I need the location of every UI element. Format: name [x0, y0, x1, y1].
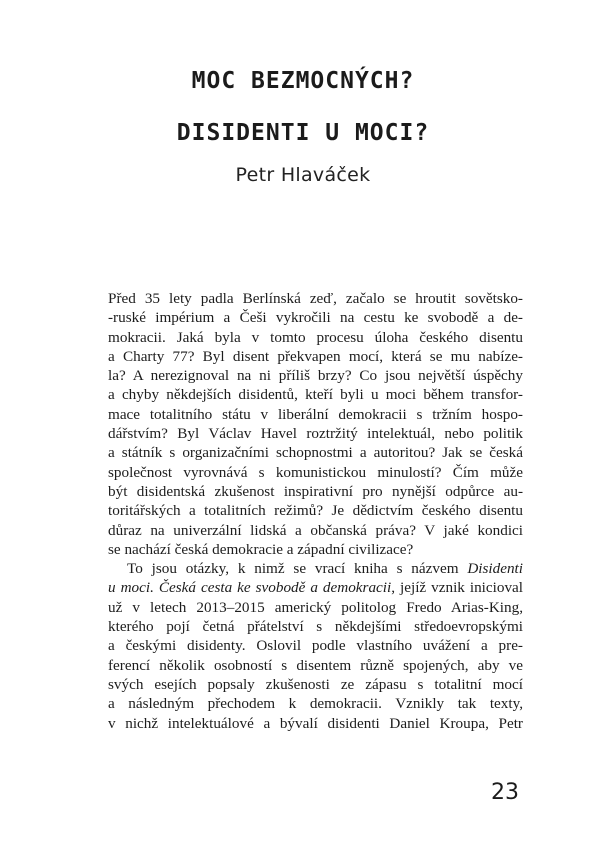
book-title-italic: u moci. Česká cesta ke svobodě a demokracii	[108, 579, 392, 597]
text-line: společnost vyrovnává s komunistickou minulostí? Čím může	[108, 463, 523, 481]
text-line: v nichž intelektuálové a bývalí disidenti Daniel Kroupa, Petr	[108, 714, 523, 732]
text-line: Před 35 lety padla Berlínská zeď, začalo se hroutit sovětsko-	[108, 290, 523, 307]
text-line: důraz na univerzální lidská a občanská práva? V jaké kondici	[108, 521, 523, 539]
text-line: la? A nerezignoval na ni příliš brzy? Co jsou největší úspěchy	[108, 367, 523, 385]
text-line: To jsou otázky, k nimž se vrací kniha s názvem Disidenti	[127, 560, 523, 578]
text-line: svých esejích popsaly zkušenosti ze zápasu s totalitní mocí	[108, 675, 523, 693]
book-title-italic: Disidenti	[467, 560, 523, 578]
title-line-2: DISIDENTI U MOCI?	[176, 120, 430, 146]
text-line: toritářských a totalitních režimů? Je dědictvím českého disentu	[108, 502, 523, 520]
text-line: mace totalitního státu v liberální demokracii s tržním hospo-	[108, 405, 523, 423]
text-line: ferencí několik osobností s disentem různě spojených, aby ve	[108, 656, 523, 674]
author-name: Petr Hlaváček	[235, 164, 371, 186]
text-line: mokracii. Jaká byla v tomto procesu úloha českého disentu	[108, 328, 523, 346]
text-line: a českými disidenty. Oslovil podle vlastního uvážení a pre-	[108, 637, 523, 655]
text-line: a následným přechodem k demokracii. Vznikly tak texty,	[108, 695, 523, 713]
paragraph-2	[108, 559, 523, 733]
text-line: u moci. Česká cesta ke svobodě a demokracii, jejíž vznik inicioval	[108, 579, 524, 597]
text-line: se nachází česká demokracie a západní civilizace?	[108, 540, 414, 558]
text-line: a Charty 77? Byl disent překvapen mocí, která se mu nabíze-	[108, 347, 523, 365]
text-line: -ruské impérium a Češi vykročili na cestu ke svobodě a de-	[108, 309, 523, 327]
text-line: kterého pojí četná přátelství s někdejšími středoevropskými	[108, 618, 523, 636]
text-line: a chyby někdejších disidentů, kteří byli u moci během transfor-	[108, 386, 523, 404]
text-line: a státník s organizačními schopnostmi a autoritou? Jak se česká	[108, 444, 523, 462]
title-line-1: MOC BEZMOCNÝCH?	[191, 68, 415, 94]
text-line: už v letech 2013–2015 americký politolog Fredo Arias-King,	[108, 598, 523, 616]
body-text	[108, 289, 523, 733]
page-number: 23	[491, 780, 519, 805]
text-line: být disidentská zkušenost inspirativní pro nynější odpůrce au-	[108, 482, 523, 500]
text-line: dářstvím? Byl Václav Havel roztržitý intelektuál, nebo politik	[108, 425, 523, 443]
paragraph-1	[108, 289, 523, 559]
